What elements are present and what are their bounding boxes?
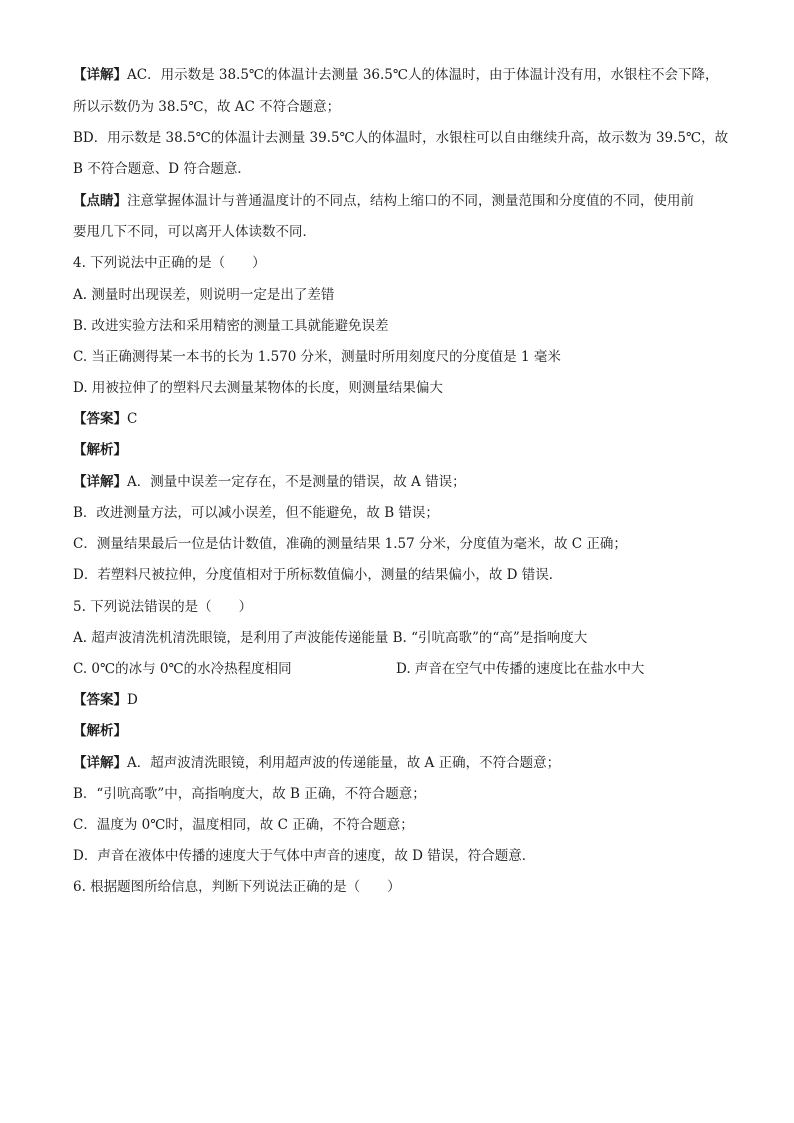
line-text: C．温度为 0℃时，温度相同，故 C 正确，不符合题意；: [73, 817, 414, 833]
line-text: C: [127, 411, 138, 427]
line-text: A. 超声波清洗机清洗眼镜，是利用了声波能传递能量 B. “引吭高歌”的“高”是指响度大: [73, 630, 588, 646]
line-text: B. 改进实验方法和采用精密的测量工具就能避免误差: [73, 318, 389, 334]
line-text: D: [127, 692, 138, 708]
section-tag: 【详解】: [73, 474, 127, 490]
line-text: 4. 下列说法中正确的是（ ）: [73, 255, 266, 271]
text-line: [73, 128, 733, 148]
text-line: [73, 222, 733, 242]
text-line: [73, 440, 733, 460]
line-text: A．测量中误差一定存在，不是测量的错误，故 A 错误；: [127, 474, 466, 490]
text-line: [73, 378, 733, 398]
section-tag: 【详解】: [73, 67, 127, 83]
text-line: [73, 472, 733, 492]
text-line: [73, 690, 733, 710]
line-text: C. 当正确测得某一本书的长为 1.570 分米，测量时所用刻度尺的分度值是 1 毫米: [73, 349, 561, 365]
line-text: BD．用示数是 38.5℃的体温计去测量 39.5℃人的体温时，水银柱可以自由继续升高，故示数为 39.5℃，故: [73, 130, 729, 146]
line-text: 注意掌握体温计与普通温度计的不同点，结构上缩口的不同，测量范围和分度值的不同，使用前: [127, 193, 694, 209]
text-line: [73, 628, 733, 648]
line-text: D. 用被拉伸了的塑料尺去测量某物体的长度，则测量结果偏大: [73, 380, 443, 396]
line-text: 5. 下列说法错误的是（ ）: [73, 599, 253, 615]
option-c: C. 0℃的冰与 0℃的水冷热程度相同: [73, 661, 292, 677]
text-line: [73, 191, 733, 211]
line-text: D．声音在液体中传播的速度大于气体中声音的速度，故 D 错误，符合题意．: [73, 848, 536, 864]
text-line: [73, 65, 733, 85]
text-line: [73, 721, 733, 741]
section-tag: 【详解】: [73, 755, 127, 771]
text-line: [73, 409, 733, 429]
text-line: [73, 347, 733, 367]
text-line: [73, 316, 733, 336]
text-line: [73, 503, 733, 523]
line-text: 6. 根据题图所给信息，判断下列说法正确的是（ ）: [73, 879, 401, 895]
section-tag: 【点睛】: [73, 193, 127, 209]
text-line: [73, 285, 733, 305]
line-text: B 不符合题意、D 符合题意．: [73, 161, 251, 177]
line-text: B．“引吭高歌”中，高指响度大，故 B 正确，不符合题意；: [73, 786, 426, 802]
text-line: [73, 846, 733, 866]
line-text: D．若塑料尺被拉伸，分度值相对于所标数值偏小，测量的结果偏小，故 D 错误．: [73, 567, 563, 583]
line-text: B．改进测量方法，可以减小误差，但不能避免，故 B 错误；: [73, 505, 439, 521]
line-text: 所以示数仍为 38.5℃，故 AC 不符合题意；: [73, 99, 341, 115]
option-d: D. 声音在空气中传播的速度比在盐水中大: [396, 661, 645, 677]
text-line: [73, 877, 733, 897]
line-text: AC．用示数是 38.5℃的体温计去测量 36.5℃人的体温时，由于体温计没有用，水银柱不会下降，: [127, 67, 719, 83]
text-line: [73, 597, 733, 617]
text-line: [73, 565, 733, 585]
section-tag: 【解析】: [73, 442, 127, 458]
line-text: C．测量结果最后一位是估计数值，准确的测量结果 1.57 分米，分度值为毫米，故 C 正确；: [73, 536, 627, 552]
section-tag: 【答案】: [73, 692, 127, 708]
text-line: [73, 159, 733, 179]
section-tag: 【答案】: [73, 411, 127, 427]
text-line: [73, 815, 733, 835]
text-line: [73, 253, 733, 273]
section-tag: 【解析】: [73, 723, 127, 739]
text-line: [73, 97, 733, 117]
line-text: A. 测量时出现误差，则说明一定是出了差错: [73, 287, 335, 303]
line-text: A．超声波清洗眼镜，利用超声波的传递能量，故 A 正确，不符合题意；: [127, 755, 561, 771]
text-line: [73, 534, 733, 554]
text-line: [73, 753, 733, 773]
line-text: 要甩几下不同，可以离开人体读数不同．: [73, 224, 316, 240]
question-5-options-cd: [73, 659, 733, 679]
text-line: [73, 784, 733, 804]
